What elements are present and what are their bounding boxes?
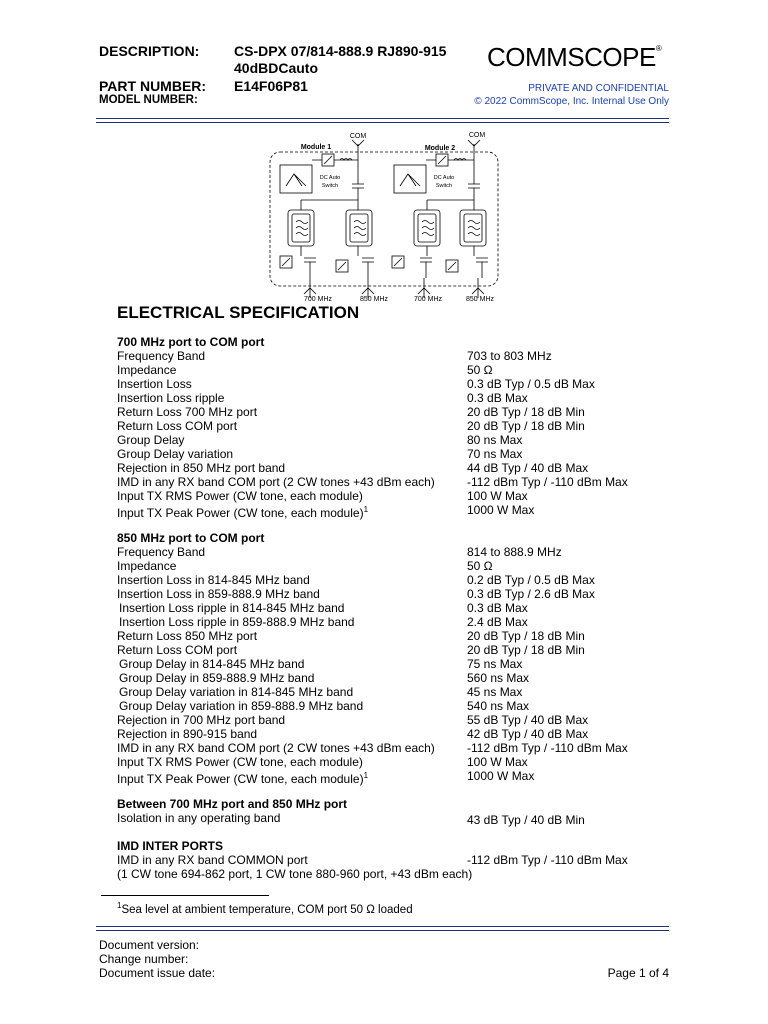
spec-row (117, 643, 677, 657)
spec-value: 100 W Max (467, 489, 528, 503)
spec-label (117, 685, 467, 699)
spec-label (117, 559, 467, 573)
confidential-notice: PRIVATE AND CONFIDENTIAL (528, 83, 669, 94)
spec-label (117, 433, 467, 447)
spec-label-text: Insertion Loss (117, 377, 192, 391)
spec-label-text: Frequency Band (117, 349, 206, 363)
spec-label (117, 601, 467, 615)
part-number-value: E14F06P81 (234, 78, 308, 94)
section-heading: IMD INTER PORTS (117, 839, 224, 853)
spec-row (117, 699, 677, 713)
spec-value: 44 dB Typ / 40 dB Max (467, 461, 589, 475)
com-label-1: COM (349, 133, 367, 140)
spec-row (117, 419, 677, 433)
spec-row (117, 685, 677, 699)
spec-row (117, 545, 677, 559)
spec-label (117, 713, 467, 727)
document-version-label: Document version: (99, 938, 200, 952)
spec-label-text: Group Delay (117, 433, 185, 447)
spec-row (117, 405, 677, 419)
spec-label (117, 741, 467, 755)
spec-value: 560 ns Max (467, 671, 530, 685)
spec-value: -112 dBm Typ / -110 dBm Max (467, 853, 628, 867)
spec-value: 42 dB Typ / 40 dB Max (467, 727, 589, 741)
spec-label (117, 727, 467, 741)
spec-label (117, 657, 467, 671)
spec-label-text: (1 CW tone 694-862 port, 1 CW tone 880-960 port, +43 dBm each) (117, 867, 473, 881)
spec-label-text: Rejection in 850 MHz port band (117, 461, 286, 475)
spec-value: 0.3 dB Typ / 0.5 dB Max (467, 377, 595, 391)
spec-value: 43 dB Typ / 40 dB Min (467, 813, 585, 827)
description-value (234, 43, 446, 77)
spec-value: 814 to 888.9 MHz (467, 545, 562, 559)
spec-label (117, 405, 467, 419)
duplexer-schematic (266, 128, 506, 304)
description-label: DESCRIPTION: (99, 43, 200, 59)
section-heading: 850 MHz port to COM port (117, 531, 265, 545)
spec-label-text: Insertion Loss in 814-845 MHz band (117, 573, 310, 587)
port-850-m1-connector (362, 278, 374, 298)
model-number-label: MODEL NUMBER: (99, 94, 198, 106)
spec-value: 1000 W Max (467, 769, 535, 783)
issue-date-label: Document issue date: (99, 966, 216, 980)
spec-row (117, 475, 677, 489)
footer-rule-top (96, 926, 669, 927)
spec-label-text: Group Delay in 859-888.9 MHz band (119, 671, 315, 685)
spec-row (117, 587, 677, 601)
com-antenna-1 (352, 140, 364, 166)
description-line-2: 40dBDCauto (234, 60, 319, 76)
spec-label (117, 419, 467, 433)
spec-label (117, 475, 467, 489)
switch1-label-line1: DC Auto (319, 175, 341, 181)
spec-label-text: Group Delay variation (117, 447, 234, 461)
footnote-rule (101, 895, 269, 896)
spec-value: 100 W Max (467, 755, 528, 769)
description-line-1: CS-DPX 07/814-888.9 RJ890-915 (234, 43, 447, 59)
spec-label (117, 615, 467, 629)
spec-label (117, 363, 467, 377)
spec-label-text: Input TX RMS Power (CW tone, each module) (117, 489, 363, 503)
spec-label-text: Input TX Peak Power (CW tone, each module) (117, 772, 364, 786)
com-antenna-2 (468, 140, 480, 166)
spec-row (117, 657, 677, 671)
section-heading: 700 MHz port to COM port (117, 335, 265, 349)
spec-row (117, 755, 677, 769)
spec-value: 55 dB Typ / 40 dB Max (467, 713, 589, 727)
spec-label (117, 853, 467, 867)
spec-label (117, 867, 473, 881)
spec-label-text: Insertion Loss in 859-888.9 MHz band (117, 587, 320, 601)
spec-label (117, 545, 467, 559)
spec-label-text: Rejection in 700 MHz port band (117, 713, 286, 727)
spec-label-text: Insertion Loss ripple (117, 391, 225, 405)
port-label-850-m2: 850 MHz (465, 296, 495, 303)
spec-row (117, 741, 677, 755)
spec-label-text: Group Delay in 814-845 MHz band (119, 657, 305, 671)
spec-row (117, 447, 677, 461)
spec-label (117, 769, 467, 786)
logo-registered-mark: ® (655, 44, 662, 53)
spec-label-text: Group Delay variation in 859-888.9 MHz band (119, 699, 364, 713)
spec-value: 703 to 803 MHz (467, 349, 552, 363)
spec-row (117, 713, 677, 727)
spec-label-text: Impedance (117, 559, 177, 573)
spec-row (117, 377, 677, 391)
footnote-ref: 1 (363, 771, 369, 780)
footnote (117, 901, 413, 916)
spec-row (117, 503, 677, 520)
spec-value: 80 ns Max (467, 433, 523, 447)
module2-label: Module 2 (424, 145, 456, 152)
spec-row (117, 867, 677, 881)
spec-row (117, 391, 677, 405)
section-gap (117, 825, 677, 839)
spec-value: 75 ns Max (467, 657, 523, 671)
spec-label (117, 489, 467, 503)
module2-switch-block (394, 165, 426, 193)
spec-label-text: Insertion Loss ripple in 814-845 MHz band (119, 601, 345, 615)
spec-label (117, 503, 467, 520)
spec-value: 45 ns Max (467, 685, 523, 699)
spec-row (117, 489, 677, 503)
spec-label (117, 587, 467, 601)
spec-value: 0.3 dB Typ / 2.6 dB Max (467, 587, 595, 601)
spec-value: 50 Ω (467, 363, 493, 377)
spec-label (117, 699, 467, 713)
port-700-m2-connector (418, 278, 430, 298)
spec-label (117, 643, 467, 657)
spec-value: 540 ns Max (467, 699, 530, 713)
spec-row (117, 727, 677, 741)
spec-value: 2.4 dB Max (467, 615, 528, 629)
spec-row (117, 671, 677, 685)
spec-value: 0.3 dB Max (467, 391, 528, 405)
change-number-label: Change number: (99, 952, 189, 966)
spec-row (117, 601, 677, 615)
spec-value: 0.3 dB Max (467, 601, 528, 615)
spec-label (117, 755, 467, 769)
spec-label (117, 377, 467, 391)
spec-label-text: IMD in any RX band COM port (2 CW tones +43 dBm each) (117, 475, 435, 489)
spec-label-text: Return Loss 700 MHz port (117, 405, 258, 419)
spec-row (117, 769, 677, 786)
port-700-m1-connector (304, 278, 316, 298)
page-number: Page 1 of 4 (607, 966, 669, 980)
spec-value: 1000 W Max (467, 503, 535, 517)
spec-row (117, 853, 677, 867)
spec-value: 50 Ω (467, 559, 493, 573)
port-label-700-m2: 700 MHz (413, 296, 443, 303)
footnote-text: Sea level at ambient temperature, COM port 50 Ω loaded (121, 903, 413, 916)
spec-label-text: Rejection in 890-915 band (117, 727, 258, 741)
spec-value: 20 dB Typ / 18 dB Min (467, 629, 585, 643)
spec-label-text: Insertion Loss ripple in 859-888.9 MHz band (119, 615, 355, 629)
spec-row (117, 363, 677, 377)
footnote-mark: 1 (117, 901, 122, 910)
spec-label-text: IMD in any RX band COM port (2 CW tones +43 dBm each) (117, 741, 435, 755)
part-number-label: PART NUMBER: (99, 78, 207, 94)
footnote-ref: 1 (363, 505, 369, 514)
spec-row (117, 615, 677, 629)
spec-row (117, 433, 677, 447)
port-label-700-m1: 700 MHz (303, 296, 333, 303)
spec-label (117, 671, 467, 685)
spec-value: 0.2 dB Typ / 0.5 dB Max (467, 573, 595, 587)
header-rule-bottom (96, 122, 669, 123)
spec-value: -112 dBm Typ / -110 dBm Max (467, 741, 628, 755)
spec-label (117, 573, 467, 587)
spec-label (117, 629, 467, 643)
spec-label-text: Input TX RMS Power (CW tone, each module) (117, 755, 363, 769)
spec-label (117, 447, 467, 461)
spec-row (117, 629, 677, 643)
spec-row (117, 349, 677, 363)
spec-list (117, 335, 677, 881)
spec-label (117, 461, 467, 475)
spec-value: 20 dB Typ / 18 dB Min (467, 405, 585, 419)
copyright-notice: © 2022 CommScope, Inc. Internal Use Only (474, 96, 669, 107)
com-label-2: COM (468, 132, 486, 139)
header-rule-top (96, 118, 669, 119)
spec-label-text: IMD in any RX band COMMON port (117, 853, 308, 867)
spec-label (117, 349, 467, 363)
port-850-m2-connector (472, 278, 484, 298)
switch2-label-line2: Switch (435, 183, 453, 189)
spec-label-text: Isolation in any operating band (117, 811, 281, 825)
module1-label: Module 1 (300, 144, 332, 151)
switch2-label-line1: DC Auto (433, 175, 455, 181)
section-title: ELECTRICAL SPECIFICATION (117, 303, 360, 322)
spec-row (117, 573, 677, 587)
spec-label-text: Impedance (117, 363, 177, 377)
port-label-850-m1: 850 MHz (359, 296, 389, 303)
logo-text: COMMSCOPE (487, 42, 656, 72)
footer-rule-bottom (96, 930, 669, 931)
spec-label-text: Group Delay variation in 814-845 MHz band (119, 685, 354, 699)
spec-value: 20 dB Typ / 18 dB Min (467, 643, 585, 657)
spec-row (117, 461, 677, 475)
block-diagram (266, 128, 506, 309)
spec-label-text: Return Loss COM port (117, 643, 238, 657)
switch1-label-line2: Switch (321, 183, 339, 189)
commscope-logo (487, 42, 661, 73)
spec-label (117, 391, 467, 405)
section-heading: Between 700 MHz port and 850 MHz port (117, 797, 348, 811)
spec-value: 20 dB Typ / 18 dB Min (467, 419, 585, 433)
spec-row (117, 559, 677, 573)
spec-label-text: Return Loss COM port (117, 419, 238, 433)
module1-switch-block (280, 165, 312, 193)
spec-row (117, 811, 677, 825)
spec-label-text: Frequency Band (117, 545, 206, 559)
spec-value: -112 dBm Typ / -110 dBm Max (467, 475, 628, 489)
spec-label-text: Input TX Peak Power (CW tone, each module) (117, 506, 364, 520)
spec-label-text: Return Loss 850 MHz port (117, 629, 258, 643)
spec-label (117, 811, 467, 825)
spec-value: 70 ns Max (467, 447, 523, 461)
